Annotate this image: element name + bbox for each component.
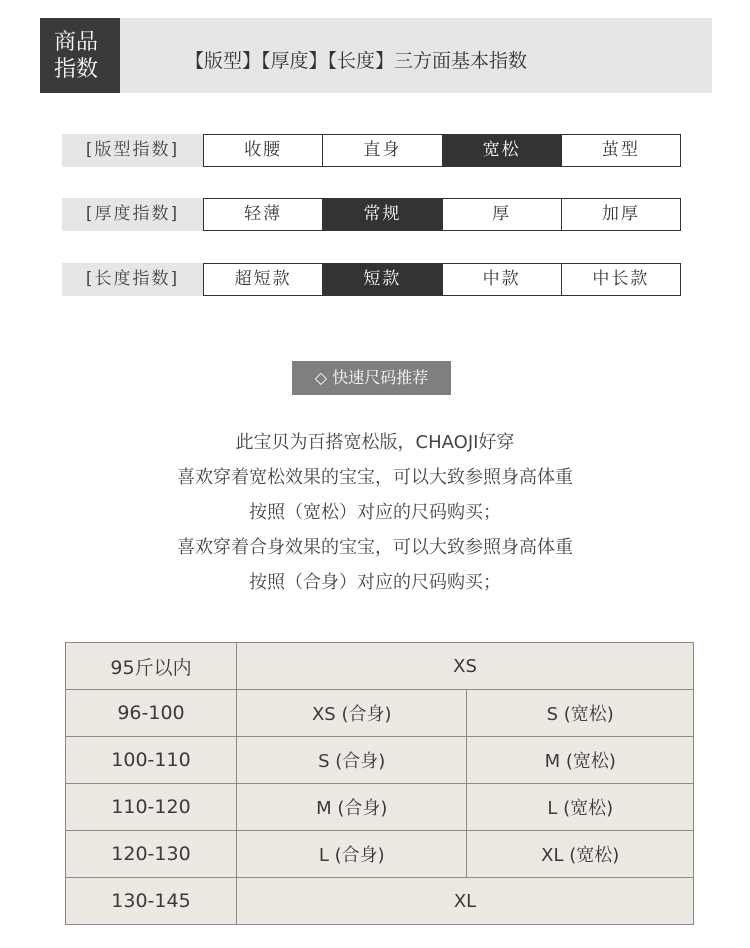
weight-cell: 120-130 (66, 831, 237, 878)
index-option: 厚 (442, 199, 561, 230)
index-option-selected: 短款 (322, 264, 441, 295)
loose-size-cell: M (宽松) (467, 737, 694, 784)
size-notes (0, 425, 750, 600)
index-option: 直身 (322, 135, 441, 166)
index-label: [长度指数] (62, 263, 203, 296)
table-row (66, 878, 694, 925)
quick-size-recommend-button[interactable]: ◇ 快速尺码推荐 (292, 361, 451, 395)
note-line: 喜欢穿着合身效果的宝宝，可以大致参照身高体重 (177, 537, 573, 558)
index-option: 加厚 (561, 199, 680, 230)
note-line: 按照（宽松）对应的尺码购买； (249, 502, 501, 523)
weight-cell: 100-110 (66, 737, 237, 784)
index-option-selected: 常规 (322, 199, 441, 230)
weight-cell: 96-100 (66, 690, 237, 737)
note-line: 喜欢穿着宽松效果的宝宝，可以大致参照身高体重 (177, 467, 573, 488)
loose-size-cell: S (宽松) (467, 690, 694, 737)
size-cell: XS (237, 643, 694, 690)
fit-size-cell: XS (合身) (237, 690, 467, 737)
header-tag-line2: 指数 (54, 56, 99, 82)
thickness-index-row (62, 198, 681, 231)
index-label: [版型指数] (62, 134, 203, 167)
fit-size-cell: M (合身) (237, 784, 467, 831)
fit-size-cell: L (合身) (237, 831, 467, 878)
header-tag (40, 18, 120, 93)
table-row (66, 784, 694, 831)
note-line: 按照（合身）对应的尺码购买； (249, 572, 501, 593)
index-option: 收腰 (204, 135, 322, 166)
weight-cell: 130-145 (66, 878, 237, 925)
index-options (203, 134, 681, 167)
fit-index-row (62, 134, 681, 167)
index-option: 超短款 (204, 264, 322, 295)
index-options (203, 263, 681, 296)
index-label: [厚度指数] (62, 198, 203, 231)
index-option: 茧型 (561, 135, 680, 166)
weight-cell: 110-120 (66, 784, 237, 831)
loose-size-cell: L (宽松) (467, 784, 694, 831)
weight-cell: 95斤以内 (66, 643, 237, 690)
header-tag-line1: 商品 (54, 29, 99, 55)
index-option: 中款 (442, 264, 561, 295)
header-bar (40, 18, 712, 93)
fit-size-cell: S (合身) (237, 737, 467, 784)
index-option: 轻薄 (204, 199, 322, 230)
size-table (65, 642, 694, 925)
table-row (66, 737, 694, 784)
length-index-row (62, 263, 681, 296)
index-options (203, 198, 681, 231)
table-row (66, 831, 694, 878)
index-option-selected: 宽松 (442, 135, 561, 166)
note-line: 此宝贝为百搭宽松版，CHAOJI好穿 (235, 432, 515, 453)
index-option: 中长款 (561, 264, 680, 295)
table-row (66, 690, 694, 737)
table-row (66, 643, 694, 690)
header-title: 【版型】【厚度】【长度】三方面基本指数 (185, 50, 528, 72)
loose-size-cell: XL (宽松) (467, 831, 694, 878)
size-cell: XL (237, 878, 694, 925)
